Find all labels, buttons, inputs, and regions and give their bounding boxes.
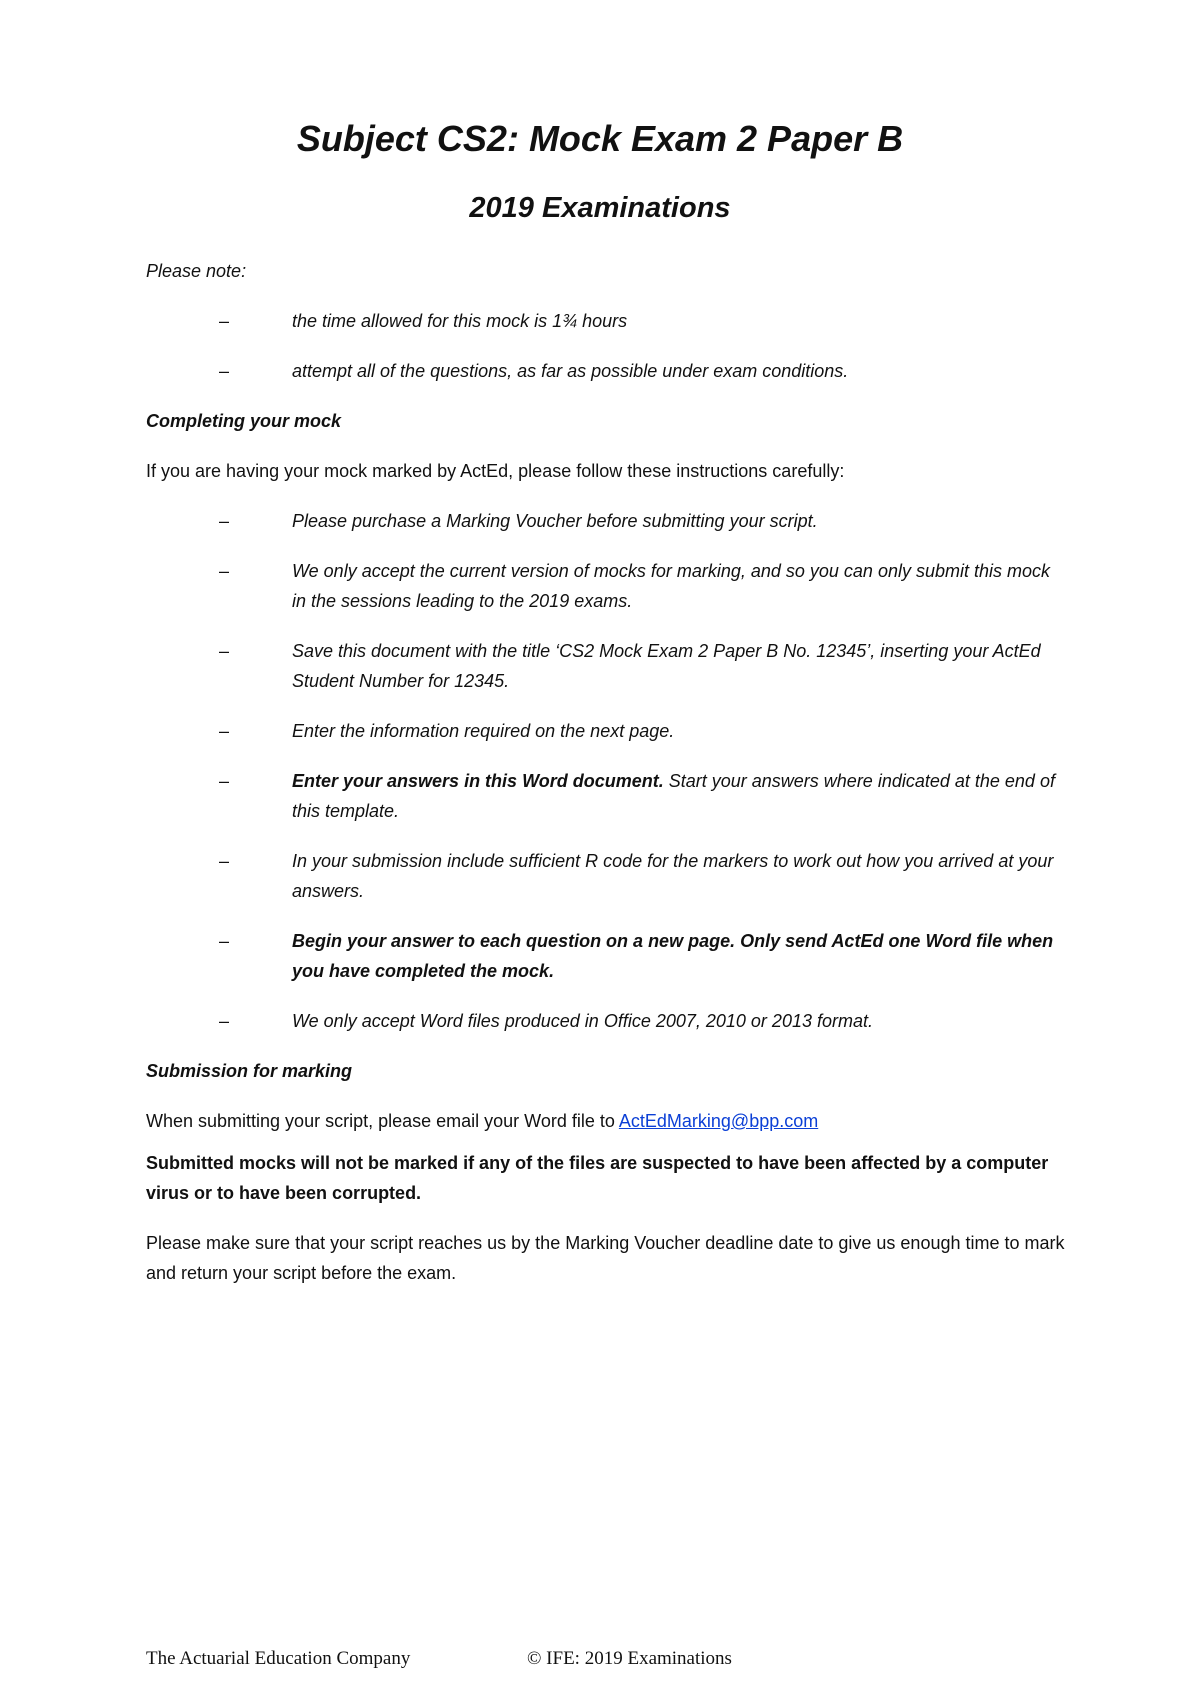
submission-email-text: When submitting your script, please email your Word file to — [146, 1111, 619, 1131]
submission-heading: Submission for marking — [146, 1061, 353, 1081]
completing-intro: If you are having your mock marked by ActEd, please follow these instructions carefully: — [146, 461, 845, 481]
dash-marker: – — [219, 511, 230, 531]
note-item-text: the time allowed for this mock is 1¾ hours — [292, 311, 628, 331]
dash-marker: – — [219, 311, 230, 331]
dash-marker: – — [219, 361, 230, 381]
instruction-text: Enter the information required on the next page. — [292, 721, 675, 741]
footer-copyright: © IFE: 2019 Examinations — [527, 1648, 732, 1669]
email-link[interactable]: ActEdMarking@bpp.com — [618, 1111, 819, 1131]
dash-marker: – — [219, 771, 230, 791]
dash-marker: – — [219, 561, 230, 581]
instruction-rest-text: Start your answers where indicated at the end of this template. — [292, 771, 1055, 821]
dash-marker: – — [219, 931, 230, 951]
instruction-text: We only accept the current version of mocks for marking, and so you can only submit this mock in the sessions leading to the 2019 exams. — [292, 561, 1050, 611]
submission-email-line — [146, 1106, 818, 1136]
footer-company: The Actuarial Education Company — [146, 1648, 411, 1669]
dash-marker: – — [219, 851, 230, 871]
instruction-bold-text: Enter your answers in this Word document. — [292, 771, 664, 791]
instruction-text: We only accept Word files produced in Office 2007, 2010 or 2013 format. — [292, 1011, 873, 1031]
dash-marker: – — [219, 721, 230, 741]
page-title: Subject CS2: Mock Exam 2 Paper B — [296, 118, 904, 159]
dash-marker: – — [219, 641, 230, 661]
page-subtitle: 2019 Examinations — [469, 192, 731, 224]
instruction-text: Begin your answer to each question on a new page. Only send ActEd one Word file when you have completed the mock. — [292, 931, 1054, 981]
instruction-text: Please purchase a Marking Voucher before submitting your script. — [292, 511, 818, 531]
dash-marker: – — [219, 1011, 230, 1031]
virus-warning: Submitted mocks will not be marked if any of the files are suspected to have been affected by a computer virus or to have been corrupted. — [146, 1153, 1049, 1203]
instruction-text: In your submission include sufficient R code for the markers to work out how you arrived at your answers. — [292, 851, 1054, 901]
instruction-text: Save this document with the title ‘CS2 Mock Exam 2 Paper B No. 12345’, inserting your ActEd Student Number for 12345. — [292, 641, 1041, 691]
completing-heading: Completing your mock — [146, 411, 342, 431]
note-item-text: attempt all of the questions, as far as possible under exam conditions. — [292, 361, 849, 381]
deadline-note: Please make sure that your script reaches us by the Marking Voucher deadline date to give us enough time to mark and return your script before the exam. — [146, 1233, 1065, 1283]
please-note-label: Please note: — [146, 261, 247, 281]
instruction-text — [292, 766, 1062, 826]
